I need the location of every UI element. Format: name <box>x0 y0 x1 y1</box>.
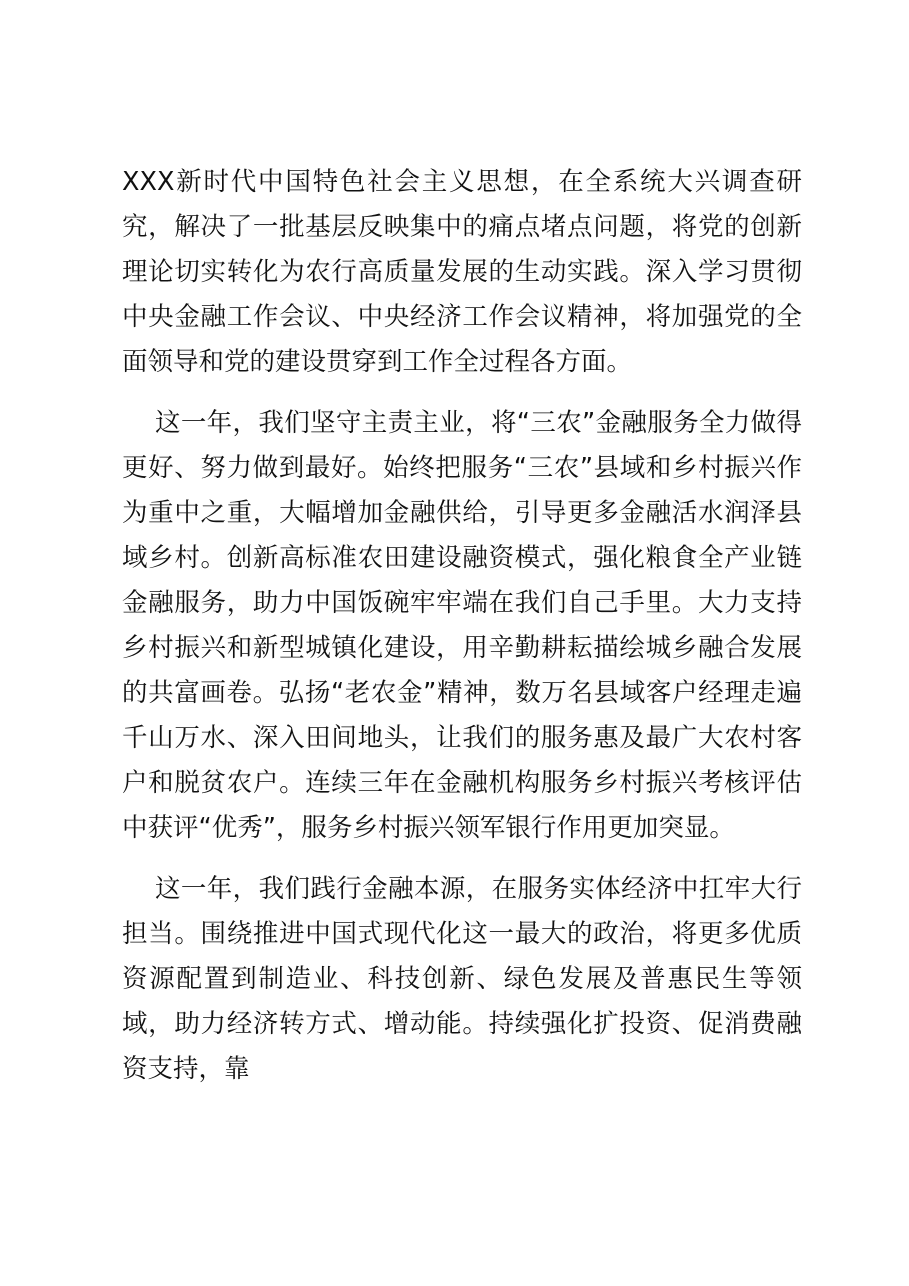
paragraph-3: 这一年，我们践行金融本源，在服务实体经济中扛牢大行担当。围绕推进中国式现代化这一最大的政治，将更多优质资源配置到制造业、科技创新、绿色发展及普惠民生等领域，助力经济转方式、增动能。持续强化扩投资、促消费融资支持，靠 <box>122 874 802 1084</box>
paragraph-2: 这一年，我们坚守主责主业，将“三农”金融服务全力做得更好、努力做到最好。始终把服务“三农”县域和乡村振兴作为重中之重，大幅增加金融供给，引导更多金融活水润泽县域乡村。创新高标准农田建设融资模式，强化粮食全产业链金融服务，助力中国饭碗牢牢端在我们自己手里。大力支持乡村振兴和新型城镇化建设，用辛勤耕耘描绘城乡融合发展的共富画卷。弘扬“老农金”精神，数万名县域客户经理走遍千山万水、深入田间地头，让我们的服务惠及最广大农村客户和脱贫农户。连续三年在金融机构服务乡村振兴考核评估中获评“优秀”，服务乡村振兴领军银行作用更加突显。 <box>122 408 802 843</box>
paragraph-1: XXX新时代中国特色社会主义思想，在全系统大兴调查研究，解决了一批基层反映集中的痛点堵点问题，将党的创新理论切实转化为农行高质量发展的生动实践。深入学习贯彻中央金融工作会议、中央经济工作会议精神，将加强党的全面领导和党的建设贯穿到工作全过程各方面。 <box>122 167 802 377</box>
document-body <box>122 160 802 1108</box>
